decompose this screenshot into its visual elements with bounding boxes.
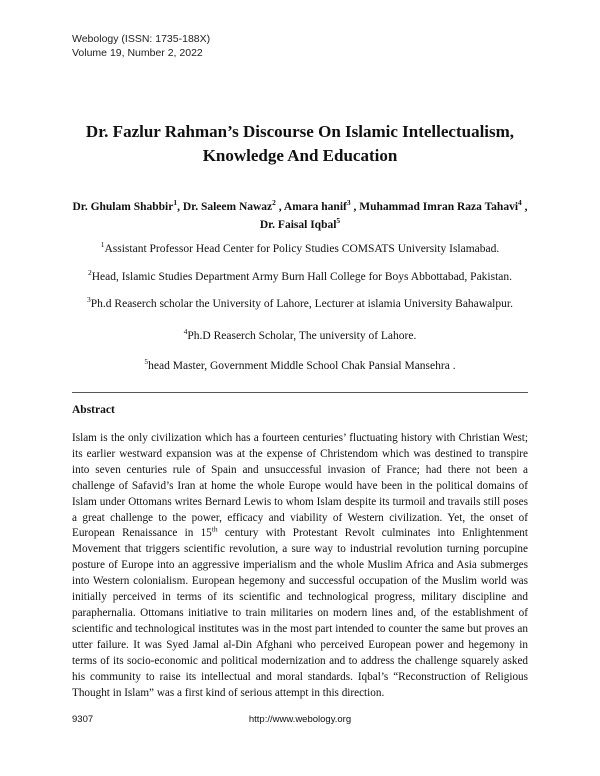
journal-header [72,33,210,60]
affiliation: $^2$Head, Islamic Studies Department Army Burn Hall College for Boys Abbottabad, Pakistan. [87,268,513,283]
author: Dr. Faisal Iqbal$^5$ [259,216,341,231]
author: Dr. Saleem Nawaz$^2$ [182,198,276,213]
journal-name: Webology (ISSN: 1735-188X) [72,33,211,45]
author: Muhammad Imran Raza Tahavi$^4$ [359,198,522,213]
author: Amara hanif$^3$ [283,198,351,213]
section-divider [72,392,528,393]
title-line-2: Knowledge And Education [202,146,398,165]
journal-volume: Volume 19, Number 2, 2022 [72,46,203,59]
affiliation: $^5$head Master, Government Middle School Chak Pansial Mansehra . [144,357,456,372]
affiliation: $^3$Ph.d Reaserch scholar the University of Lahore, Lecturer at islamia University Bahawalpur. [87,295,513,310]
footer-url[interactable]: http://www.webology.org [248,714,352,725]
affiliation: $^4$Ph.D Reaserch Scholar, The university of Lahore. [183,327,417,342]
abstract-heading: Abstract [72,404,115,416]
paper-title [40,120,560,168]
title-line-1: Dr. Fazlur Rahman’s Discourse On Islamic Intellectualism, [85,122,515,141]
page-number: 9307 [72,714,94,725]
author-list: Dr. Ghulam Shabbir$^1$, Dr. Saleem Nawaz$^2$ , Amara hanif$^3$ , Muhammad Imran Raza Tahavi$^4$ , Dr. Faisal Iqbal$^5$ [72,198,528,231]
abstract-body: Islam is the only civilization which has a fourteen centuries’ fluctuating history with Christian West; its earlier westward expansion was at the expense of Christendom which was destined to transpire into seven centuries rule of Spain and unsuccessful invasion of France; had there not been a challenge of Safavid’s Iran at home the whole Europe would have been in the political domains of Islam under Ottomans writes Bernard Lewis to whom Islam despite its turmoil and travails still poses a great challenge to the power, efficacy and viability of Western civilization. Yet, the onset of European Renaissance in 15th century with Protestant Revolt culminates into Enlightenment Movement that triggers scientific revolution, a sure way to industrial revolution turning porcupine posture of Europe into an aggressive imperialism and the whole Muslim Africa and Asia submerges into Western colonialism. European hegemony and successful occupation of the Muslim world was initially perceived in terms of its scientific and technological progress, military discipline and paraphernalia. Ottomans initiative to train militaries on modern lines and, of the establishment of scientific and technological institutes was in the most part intended to counter the same but proves an utter failure. It was Syed Jamal al-Din Afghani who perceived European power and hegemony in terms of its socio-economic and political modernization and to address the challenge squarely asked his community to raise its intellectual and moral standards. Iqbal’s “Reconstruction of Religious Thought in Islam” was a first kind of serious attempt in this direction. [72,432,528,699]
author: Dr. Ghulam Shabbir$^1$ [72,198,178,213]
affiliation: $^1$Assistant Professor Head Center for Policy Studies COMSATS University Islamabad. [100,240,500,255]
